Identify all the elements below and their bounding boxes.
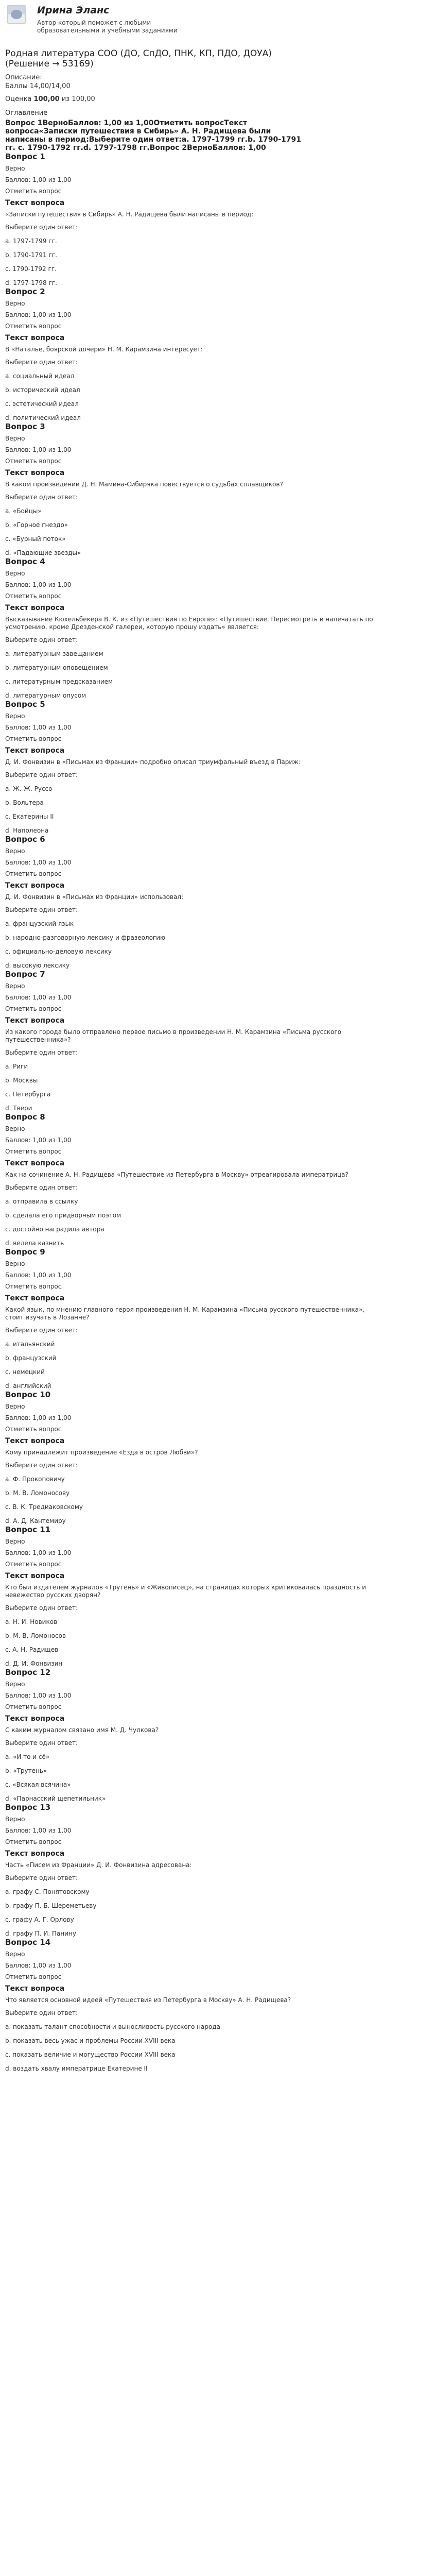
- answer-option[interactable]: d. литературным опусом: [5, 692, 86, 699]
- choose-one-label: Выберите один ответ:: [5, 359, 78, 366]
- flag-question-link[interactable]: Отметить вопрос: [5, 323, 62, 330]
- answer-option[interactable]: a. французский язык: [5, 920, 74, 927]
- answer-option[interactable]: c. графу А. Г. Орлову: [5, 1916, 74, 1923]
- answer-option[interactable]: d. английский: [5, 1382, 51, 1389]
- answer-option[interactable]: c. литературным предсказанием: [5, 678, 113, 685]
- flag-question-link[interactable]: Отметить вопрос: [5, 735, 62, 742]
- question-status: Верно: [5, 300, 25, 307]
- answer-option[interactable]: d. «Парнасский щепетильник»: [5, 1795, 106, 1802]
- question-text: Часть «Писем из Франции» Д. И. Фонвизина адресована:: [5, 1861, 192, 1869]
- question-title: Вопрос 8: [5, 1112, 45, 1122]
- answer-option[interactable]: d. Наполеона: [5, 827, 49, 834]
- answer-option[interactable]: b. исторический идеал: [5, 386, 80, 394]
- flag-question-link[interactable]: Отметить вопрос: [5, 1703, 62, 1710]
- answer-option[interactable]: c. А. Н. Радищев: [5, 1646, 59, 1653]
- question-points: Баллов: 1,00 из 1,00: [5, 176, 72, 183]
- question-block: [5, 700, 431, 835]
- answer-option[interactable]: a. «И то и сё»: [5, 1753, 50, 1760]
- flag-question-link[interactable]: Отметить вопрос: [5, 1426, 62, 1433]
- score-line: [5, 95, 431, 104]
- question-text-heading: Текст вопроса: [5, 1572, 65, 1580]
- answer-option[interactable]: b. литературным оповещением: [5, 664, 108, 671]
- question-block: [5, 1803, 431, 1938]
- question-text: Д. И. Фонвизин в «Письмах из Франции» использовал:: [5, 893, 184, 901]
- choose-one-label: Выберите один ответ:: [5, 1874, 78, 1882]
- score-prefix: Оценка: [5, 95, 34, 103]
- choose-one-label: Выберите один ответ:: [5, 771, 78, 778]
- question-points: Баллов: 1,00 из 1,00: [5, 1962, 72, 1969]
- answer-option[interactable]: b. французский: [5, 1354, 57, 1362]
- avatar[interactable]: [7, 5, 26, 24]
- flag-question-link[interactable]: Отметить вопрос: [5, 1973, 62, 1980]
- answer-option[interactable]: a. итальянский: [5, 1341, 55, 1348]
- question-text-heading: Текст вопроса: [5, 1159, 65, 1167]
- score-value: 100,00: [33, 95, 60, 103]
- question-status: Верно: [5, 1681, 25, 1688]
- question-points: Баллов: 1,00 из 1,00: [5, 1272, 72, 1279]
- question-text-heading: Текст вопроса: [5, 1715, 65, 1723]
- flag-question-link[interactable]: Отметить вопрос: [5, 1561, 62, 1568]
- question-title: Вопрос 11: [5, 1525, 51, 1534]
- question-text: Высказывание Кюхельбекера В. К. из «Путешествия по Европе»: «Путешествие. Пересмотреть и напечатать по усмотрению, кроме Дрезденской галереи, которую прошу издать» является:: [5, 616, 373, 631]
- points-line: Баллы 14,00/14,00: [5, 82, 71, 90]
- question-text-heading: Текст вопроса: [5, 1850, 65, 1858]
- answer-option[interactable]: a. Риги: [5, 1063, 28, 1070]
- question-text-heading: Текст вопроса: [5, 1437, 65, 1445]
- question-title: Вопрос 12: [5, 1668, 51, 1677]
- answer-option[interactable]: c. показать величие и могущество России XVIII века: [5, 2051, 176, 2058]
- answer-option[interactable]: d. 1797-1798 гг.: [5, 279, 57, 286]
- question-title: Вопрос 2: [5, 287, 45, 296]
- answer-option[interactable]: c. достойно наградила автора: [5, 1226, 104, 1233]
- question-title: Вопрос 10: [5, 1390, 51, 1399]
- answer-option[interactable]: d. Твери: [5, 1105, 32, 1112]
- question-text: В каком произведении Д. Н. Мамина-Сибиряка повествуется о судьбах сплавщиков?: [5, 481, 283, 488]
- question-text-heading: Текст вопроса: [5, 1985, 65, 1993]
- flag-question-link[interactable]: Отметить вопрос: [5, 870, 62, 877]
- question-block: [5, 1112, 431, 1247]
- question-status: Верно: [5, 1816, 25, 1823]
- answer-option[interactable]: b. народно-разговорную лексику и фразеологию: [5, 934, 166, 941]
- answer-option[interactable]: a. отправила в ссылку: [5, 1198, 78, 1205]
- answer-option[interactable]: d. А. Д. Кантемиру: [5, 1517, 66, 1524]
- question-text: Кто был издателем журналов «Трутень» и «Живописец», на страницах которых критиковалась праздность и невежество русских дворян?: [5, 1584, 366, 1599]
- toc-label: Оглавление: [5, 109, 48, 117]
- author-info: [37, 4, 212, 35]
- answer-option[interactable]: c. официально-деловую лексику: [5, 948, 112, 955]
- question-title: Вопрос 5: [5, 700, 45, 709]
- answer-option[interactable]: a. Н. И. Новиков: [5, 1618, 58, 1625]
- author-name[interactable]: Ирина Эланс: [37, 5, 110, 16]
- question-block: [5, 557, 431, 700]
- question-text: В «Наталье, боярской дочери» Н. М. Карамзина интересует:: [5, 346, 203, 353]
- answer-option[interactable]: b. М. В. Ломоносову: [5, 1489, 70, 1497]
- question-text: Какой язык, по мнению главного героя произведения Н. М. Карамзина «Письма русского путешественника», стоит изучать в Лозанне?: [5, 1306, 365, 1321]
- answer-option[interactable]: a. Ж.-Ж. Руссо: [5, 785, 53, 792]
- question-points: Баллов: 1,00 из 1,00: [5, 1692, 72, 1699]
- answer-option[interactable]: b. показать весь ужас и проблемы России XVIII века: [5, 2037, 176, 2044]
- flag-question-link[interactable]: Отметить вопрос: [5, 1005, 62, 1012]
- choose-one-label: Выберите один ответ:: [5, 1739, 78, 1747]
- questions-list: [5, 152, 431, 2073]
- question-text: Д. И. Фонвизин в «Письмах из Франции» подробно описал триумфальный въезд в Париж:: [5, 758, 301, 766]
- question-block: [5, 1390, 431, 1525]
- choose-one-label: Выберите один ответ:: [5, 1327, 78, 1334]
- question-text: Из какого города было отправлено первое письмо в произведении Н. М. Карамзина «Письма русского путешественника»?: [5, 1028, 342, 1043]
- flag-question-link[interactable]: Отметить вопрос: [5, 1838, 62, 1845]
- question-status: Верно: [5, 713, 25, 720]
- question-text: Как на сочинение А. Н. Радищева «Путешествие из Петербурга в Москву» отреагировала императрица?: [5, 1171, 348, 1178]
- answer-option[interactable]: a. 1797-1799 гг.: [5, 238, 57, 245]
- description-label: Описание:: [5, 74, 42, 81]
- answer-option[interactable]: a. Ф. Прокоповичу: [5, 1476, 65, 1483]
- question-text-heading: Текст вопроса: [5, 334, 65, 342]
- question-text-heading: Текст вопроса: [5, 199, 65, 207]
- answer-option[interactable]: c. В. К. Тредиаковскому: [5, 1503, 83, 1511]
- question-text-heading: Текст вопроса: [5, 882, 65, 890]
- answer-option[interactable]: d. воздать хвалу императрице Екатерине II: [5, 2065, 148, 2072]
- answer-option[interactable]: c. «Всякая всячина»: [5, 1781, 71, 1788]
- question-block: [5, 1247, 431, 1390]
- answer-option[interactable]: c. эстетический идеал: [5, 400, 79, 408]
- question-text-heading: Текст вопроса: [5, 747, 65, 755]
- answer-option[interactable]: c. Петербурга: [5, 1091, 51, 1098]
- choose-one-label: Выберите один ответ:: [5, 1604, 78, 1612]
- choose-one-label: Выберите один ответ:: [5, 2009, 78, 2016]
- answer-option[interactable]: b. Вольтера: [5, 799, 44, 806]
- question-title: Вопрос 3: [5, 422, 45, 431]
- answer-option[interactable]: d. политический идеал: [5, 414, 81, 421]
- question-status: Верно: [5, 1403, 25, 1410]
- question-block: [5, 152, 431, 287]
- question-status: Верно: [5, 1951, 25, 1958]
- question-status: Верно: [5, 165, 25, 172]
- question-title: Вопрос 9: [5, 1247, 45, 1257]
- answer-option[interactable]: d. «Падающие звезды»: [5, 549, 81, 556]
- toc-runon-text: Вопрос 1ВерноБаллов: 1,00 из 1,00Отметить вопросТекст вопроса«Записки путешествия в Сибирь» А. Н. Радищева были написаны в период:Выберите один ответ:a. 1797-1799 гг.b. 1790-1791 гг. c. 1790-1792 гг.d. 1797-1798 гг.Вопрос 2ВерноБаллов: 1,00: [5, 119, 301, 152]
- answer-option[interactable]: d. высокую лексику: [5, 962, 70, 969]
- answer-option[interactable]: c. 1790-1792 гг.: [5, 265, 57, 273]
- flag-question-link[interactable]: Отметить вопрос: [5, 1148, 62, 1155]
- answer-option[interactable]: b. М. В. Ломоносов: [5, 1632, 66, 1639]
- choose-one-label: Выберите один ответ:: [5, 1049, 78, 1056]
- question-title: Вопрос 14: [5, 1938, 51, 1947]
- answer-option[interactable]: b. сделала его придворным поэтом: [5, 1212, 121, 1219]
- answer-option[interactable]: a. социальный идеал: [5, 372, 75, 380]
- answer-option[interactable]: d. графу П. И. Панину: [5, 1930, 76, 1937]
- answer-option[interactable]: a. показать талант способности и выносливость русского народа: [5, 2023, 220, 2030]
- answer-option[interactable]: a. графу С. Понятовскому: [5, 1888, 90, 1895]
- answer-option[interactable]: c. немецкий: [5, 1368, 45, 1376]
- author-description: Автор который поможет с любыми образовательными и учебными заданиями: [37, 19, 178, 34]
- choose-one-label: Выберите один ответ:: [5, 906, 78, 913]
- answer-option[interactable]: c. «Бурный поток»: [5, 535, 66, 543]
- question-text: С каким журналом связано имя М. Д. Чулкова?: [5, 1726, 159, 1734]
- choose-one-label: Выберите один ответ:: [5, 1462, 78, 1469]
- flag-question-link[interactable]: Отметить вопрос: [5, 188, 62, 195]
- question-status: Верно: [5, 982, 25, 990]
- answer-option[interactable]: b. «Трутень»: [5, 1767, 47, 1774]
- question-status: Верно: [5, 570, 25, 577]
- answer-option[interactable]: b. Москвы: [5, 1077, 38, 1084]
- question-status: Верно: [5, 1260, 25, 1267]
- question-title: Вопрос 7: [5, 970, 45, 979]
- answer-option[interactable]: c. Екатерины II: [5, 813, 54, 820]
- answer-option[interactable]: d. велела казнить: [5, 1240, 64, 1247]
- question-text-heading: Текст вопроса: [5, 604, 65, 612]
- question-text: Что является основной идеей «Путешествия из Петербурга в Москву» А. Н. Радищева?: [5, 1996, 291, 2004]
- question-status: Верно: [5, 435, 25, 442]
- question-block: [5, 287, 431, 422]
- question-points: Баллов: 1,00 из 1,00: [5, 859, 72, 866]
- question-points: Баллов: 1,00 из 1,00: [5, 1414, 72, 1421]
- flag-question-link[interactable]: Отметить вопрос: [5, 592, 62, 600]
- answer-option[interactable]: b. 1790-1791 гг.: [5, 251, 57, 259]
- question-title: Вопрос 1: [5, 152, 45, 161]
- flag-question-link[interactable]: Отметить вопрос: [5, 457, 62, 465]
- question-block: [5, 1525, 431, 1668]
- question-status: Верно: [5, 1125, 25, 1132]
- question-block: [5, 1668, 431, 1803]
- question-status: Верно: [5, 848, 25, 855]
- answer-option[interactable]: a. «Бойцы»: [5, 507, 42, 515]
- flag-question-link[interactable]: Отметить вопрос: [5, 1283, 62, 1290]
- score-suffix: из 100,00: [59, 95, 95, 103]
- question-block: [5, 970, 431, 1112]
- question-points: Баллов: 1,00 из 1,00: [5, 311, 72, 318]
- question-points: Баллов: 1,00 из 1,00: [5, 1827, 72, 1834]
- question-title: Вопрос 13: [5, 1803, 51, 1812]
- question-block: [5, 422, 431, 557]
- question-points: Баллов: 1,00 из 1,00: [5, 994, 72, 1001]
- question-text: «Записки путешествия в Сибирь» А. Н. Радищева были написаны в период:: [5, 211, 254, 218]
- question-status: Верно: [5, 1538, 25, 1545]
- question-title: Вопрос 4: [5, 557, 45, 566]
- author-block: [5, 4, 431, 44]
- question-points: Баллов: 1,00 из 1,00: [5, 446, 72, 453]
- question-title: Вопрос 6: [5, 835, 45, 844]
- question-block: [5, 835, 431, 970]
- answer-option[interactable]: a. литературным завещанием: [5, 650, 103, 657]
- choose-one-label: Выберите один ответ:: [5, 1184, 78, 1191]
- choose-one-label: Выберите один ответ:: [5, 224, 78, 231]
- answer-option[interactable]: d. Д. И. Фонвизин: [5, 1660, 63, 1667]
- question-text-heading: Текст вопроса: [5, 1016, 65, 1025]
- question-block: [5, 1938, 431, 2073]
- test-title: Родная литература СОО (ДО, СпДО, ПНК, КП, ПДО, ДОУА) (Решение → 53169): [5, 48, 272, 69]
- answer-option[interactable]: b. графу П. Б. Шереметьеву: [5, 1902, 97, 1909]
- question-points: Баллов: 1,00 из 1,00: [5, 724, 72, 731]
- question-points: Баллов: 1,00 из 1,00: [5, 1137, 72, 1144]
- question-text: Кому принадлежит произведение «Езда в остров Любви»?: [5, 1449, 198, 1456]
- question-text-heading: Текст вопроса: [5, 1294, 65, 1302]
- question-points: Баллов: 1,00 из 1,00: [5, 1549, 72, 1556]
- question-text-heading: Текст вопроса: [5, 469, 65, 477]
- question-points: Баллов: 1,00 из 1,00: [5, 581, 72, 588]
- choose-one-label: Выберите один ответ:: [5, 494, 78, 501]
- answer-option[interactable]: b. «Горное гнездо»: [5, 521, 68, 529]
- choose-one-label: Выберите один ответ:: [5, 636, 78, 643]
